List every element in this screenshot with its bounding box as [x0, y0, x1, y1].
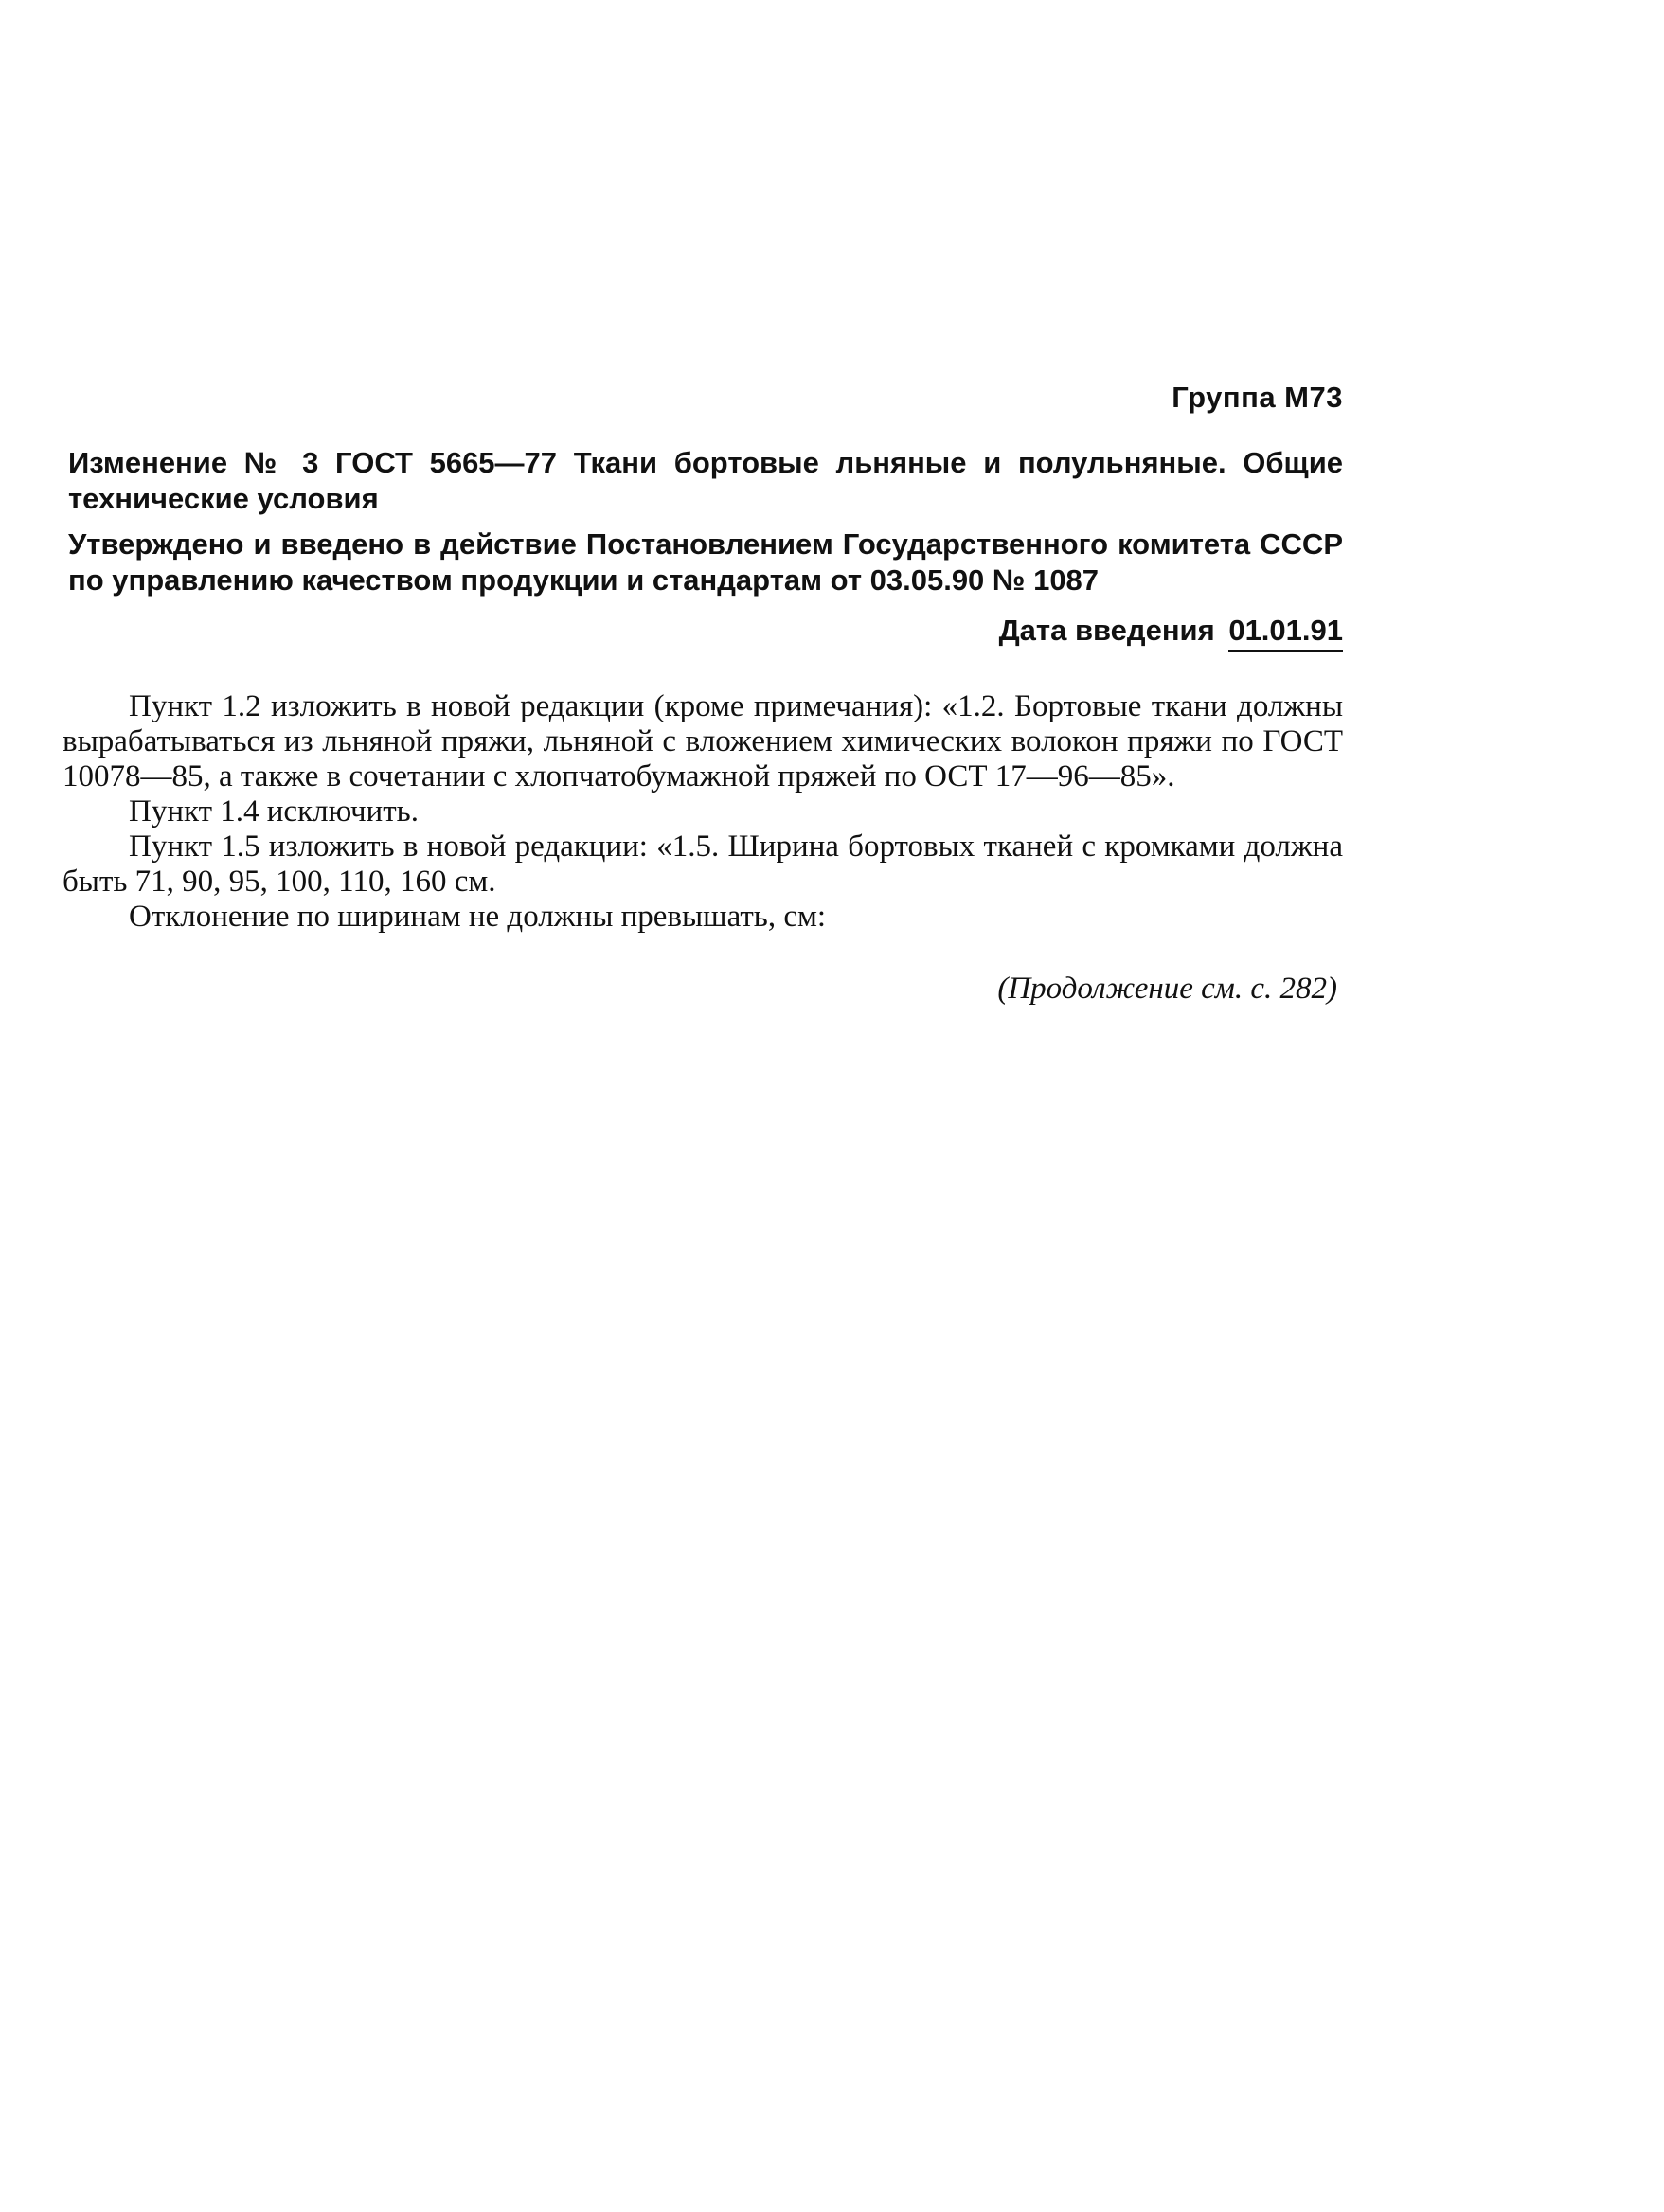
amendment-title: Изменение № 3 ГОСТ 5665—77 Ткани бортовые льняные и полульняные. Общие технические условия — [68, 446, 1343, 515]
paragraph-width-deviation: Отклонение по ширинам не должны превышать, см: — [129, 900, 827, 934]
group-code: Группа М73 — [1172, 381, 1343, 414]
paragraph-item-1-2: Пункт 1.2 изложить в новой редакции (кроме примечания): «1.2. Бортовые ткани должны вырабатываться из льняной пряжи, льняной с вложением химических волокон пряжи по ГОСТ 10078—85, а также в сочетании с хлопчатобумажной пряжей по ОСТ 17—96—85». — [63, 689, 1343, 794]
continuation-note: (Продолжение см. с. 282) — [997, 972, 1337, 1006]
effective-date — [852, 614, 1343, 652]
paragraph-item-1-4: Пункт 1.4 исключить. — [129, 794, 419, 829]
paragraph-item-1-5: Пункт 1.5 изложить в новой редакции: «1.5. Ширина бортовых тканей с кромками должна быть 71, 90, 95, 100, 110, 160 см. — [63, 830, 1343, 899]
approval-statement: Утверждено и введено в действие Постановлением Государственного комитета СССР по управлению качеством продукции и стандартам от 03.05.90 № 1087 — [68, 527, 1343, 597]
amendment-body — [63, 689, 1343, 935]
effective-date-value: 01.01.91 — [1228, 614, 1343, 652]
effective-date-label: Дата введения — [998, 614, 1215, 647]
